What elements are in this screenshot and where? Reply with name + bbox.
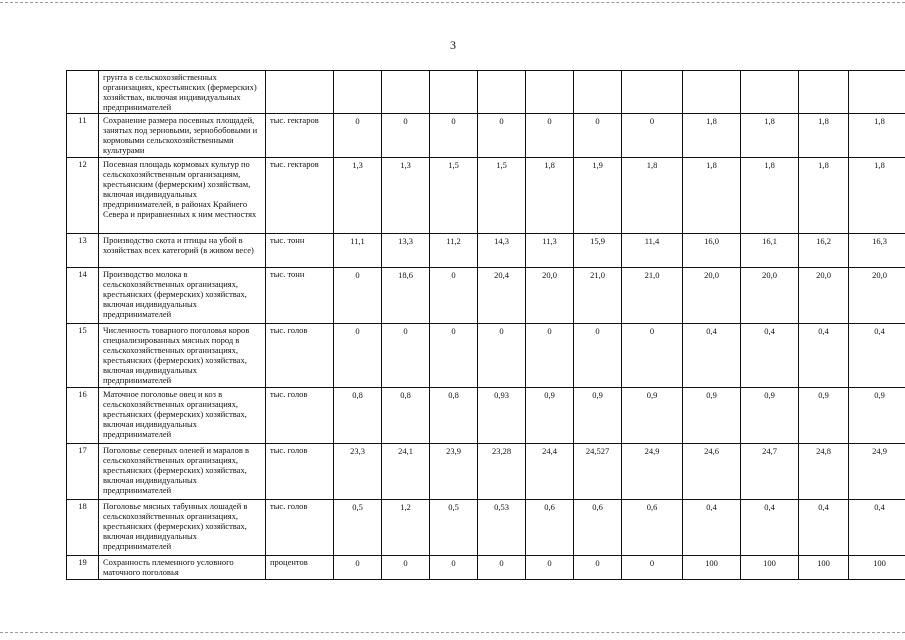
value-cell: 0	[382, 114, 430, 158]
value-cell: 1,8	[799, 114, 849, 158]
value-cell: 0	[430, 114, 478, 158]
value-cell: 16,2	[799, 234, 849, 268]
value-cell	[741, 71, 799, 114]
table-row	[67, 158, 905, 234]
value-cell: 24,9	[849, 444, 905, 500]
value-cell: 0	[622, 324, 683, 388]
scan-edge-bottom	[0, 632, 905, 633]
unit-cell: тыс. тонн	[266, 268, 334, 324]
unit-cell: процентов	[266, 556, 334, 580]
value-cell: 24,527	[574, 444, 622, 500]
value-cell: 24,8	[799, 444, 849, 500]
value-cell: 100	[799, 556, 849, 580]
table-row	[67, 556, 905, 580]
table-row	[67, 388, 905, 444]
value-cell: 14,3	[478, 234, 526, 268]
value-cell: 0	[430, 556, 478, 580]
value-cell	[430, 71, 478, 114]
value-cell: 1,8	[849, 158, 905, 234]
value-cell: 0	[430, 324, 478, 388]
value-cell: 24,6	[683, 444, 741, 500]
value-cell: 0	[334, 324, 382, 388]
value-cell: 100	[849, 556, 905, 580]
value-cell: 20,0	[526, 268, 574, 324]
value-cell: 1,5	[430, 158, 478, 234]
unit-cell: тыс. голов	[266, 444, 334, 500]
value-cell	[478, 71, 526, 114]
value-cell: 18,6	[382, 268, 430, 324]
value-cell: 0	[622, 556, 683, 580]
value-cell: 0	[478, 556, 526, 580]
value-cell	[526, 71, 574, 114]
value-cell: 1,9	[574, 158, 622, 234]
value-cell: 24,4	[526, 444, 574, 500]
unit-cell: тыс. тонн	[266, 234, 334, 268]
value-cell: 11,1	[334, 234, 382, 268]
table-row	[67, 324, 905, 388]
value-cell: 20,0	[683, 268, 741, 324]
value-cell: 0,8	[430, 388, 478, 444]
unit-cell: тыс. гектаров	[266, 114, 334, 158]
value-cell: 20,0	[741, 268, 799, 324]
value-cell: 1,8	[622, 158, 683, 234]
value-cell: 11,4	[622, 234, 683, 268]
value-cell: 0,4	[849, 500, 905, 556]
value-cell: 0,4	[741, 324, 799, 388]
indicator-description-cell: Поголовье мясных табунных лошадей в сельскохозяйственных организациях, крестьянских (фермерских) хозяйствах, включая индивидуальных предпринимателей	[99, 500, 266, 556]
value-cell: 1,2	[382, 500, 430, 556]
value-cell: 23,9	[430, 444, 478, 500]
indicator-description-cell: Сохранность племенного условного маточного поголовья	[99, 556, 266, 580]
indicator-description-cell: Производство скота и птицы на убой в хозяйствах всех категорий (в живом весе)	[99, 234, 266, 268]
indicators-table	[66, 70, 905, 580]
value-cell: 1,8	[849, 114, 905, 158]
row-number-cell: 13	[67, 234, 99, 268]
value-cell: 24,1	[382, 444, 430, 500]
value-cell: 1,3	[334, 158, 382, 234]
value-cell: 0,9	[741, 388, 799, 444]
row-number-cell: 14	[67, 268, 99, 324]
value-cell: 0	[622, 114, 683, 158]
value-cell: 0,9	[683, 388, 741, 444]
value-cell: 13,3	[382, 234, 430, 268]
value-cell	[799, 71, 849, 114]
value-cell: 0	[574, 114, 622, 158]
value-cell: 1,3	[382, 158, 430, 234]
indicator-description-cell: Производство молока в сельскохозяйственных организациях, крестьянских (фермерских) хозяйствах, включая индивидуальных предпринимателей	[99, 268, 266, 324]
value-cell: 0,4	[683, 324, 741, 388]
value-cell: 0,93	[478, 388, 526, 444]
value-cell: 15,9	[574, 234, 622, 268]
row-number-cell: 17	[67, 444, 99, 500]
scan-edge-top	[0, 2, 905, 3]
value-cell: 1,8	[683, 114, 741, 158]
value-cell: 23,3	[334, 444, 382, 500]
value-cell: 16,0	[683, 234, 741, 268]
table-row	[67, 500, 905, 556]
row-number-cell: 16	[67, 388, 99, 444]
value-cell: 1,8	[683, 158, 741, 234]
value-cell: 0,4	[741, 500, 799, 556]
value-cell	[574, 71, 622, 114]
value-cell: 0,9	[799, 388, 849, 444]
indicator-description-cell: Маточное поголовье овец и коз в сельскохозяйственных организациях, крестьянских (фермерских) хозяйствах, включая индивидуальных предпринимателей	[99, 388, 266, 444]
value-cell: 20,0	[849, 268, 905, 324]
value-cell: 0,5	[430, 500, 478, 556]
row-number-cell: 11	[67, 114, 99, 158]
value-cell: 0	[478, 114, 526, 158]
value-cell	[683, 71, 741, 114]
value-cell: 0,4	[683, 500, 741, 556]
value-cell: 16,1	[741, 234, 799, 268]
value-cell: 0,6	[526, 500, 574, 556]
value-cell: 21,0	[622, 268, 683, 324]
table-row	[67, 268, 905, 324]
unit-cell: тыс. гектаров	[266, 158, 334, 234]
value-cell: 0	[574, 556, 622, 580]
value-cell: 0	[334, 556, 382, 580]
value-cell: 0,9	[574, 388, 622, 444]
value-cell: 0,8	[382, 388, 430, 444]
value-cell: 0,4	[849, 324, 905, 388]
value-cell: 1,8	[526, 158, 574, 234]
value-cell: 20,4	[478, 268, 526, 324]
value-cell: 0,53	[478, 500, 526, 556]
row-number-cell	[67, 71, 99, 114]
unit-cell	[266, 71, 334, 114]
row-number-cell: 15	[67, 324, 99, 388]
indicator-description-cell: Численность товарного поголовья коров специализированных мясных пород в сельскохозяйственных организациях, крестьянских (фермерских) хозяйствах, включая индивидуальных предпринимателей	[99, 324, 266, 388]
value-cell	[622, 71, 683, 114]
value-cell: 0	[526, 556, 574, 580]
value-cell: 0,6	[622, 500, 683, 556]
value-cell: 0,9	[622, 388, 683, 444]
unit-cell: тыс. голов	[266, 324, 334, 388]
value-cell: 21,0	[574, 268, 622, 324]
value-cell: 24,7	[741, 444, 799, 500]
value-cell: 1,8	[799, 158, 849, 234]
value-cell: 0,6	[574, 500, 622, 556]
value-cell: 0,9	[849, 388, 905, 444]
value-cell: 1,8	[741, 158, 799, 234]
value-cell: 1,8	[741, 114, 799, 158]
value-cell: 0,9	[526, 388, 574, 444]
value-cell: 0,4	[799, 500, 849, 556]
value-cell: 23,28	[478, 444, 526, 500]
value-cell: 0,8	[334, 388, 382, 444]
value-cell: 0	[526, 114, 574, 158]
page-number: 3	[450, 38, 456, 52]
value-cell: 0	[382, 556, 430, 580]
table-row	[67, 444, 905, 500]
value-cell: 0	[334, 114, 382, 158]
value-cell: 11,3	[526, 234, 574, 268]
row-number-cell: 18	[67, 500, 99, 556]
value-cell: 0	[430, 268, 478, 324]
value-cell: 0	[574, 324, 622, 388]
value-cell: 0	[334, 268, 382, 324]
table-row	[67, 234, 905, 268]
value-cell: 0	[382, 324, 430, 388]
value-cell: 0	[526, 324, 574, 388]
row-number-cell: 19	[67, 556, 99, 580]
unit-cell: тыс. голов	[266, 388, 334, 444]
indicator-description-cell: Поголовье северных оленей и маралов в сельскохозяйственных организациях, крестьянских (фермерских) хозяйствах, включая индивидуальных предпринимателей	[99, 444, 266, 500]
indicator-description-cell: Посевная площадь кормовых культур по сельскохозяйственным организациям, крестьянским (фермерским) хозяйствам, включая индивидуальных предпринимателей, в районах Крайнего Севера и приравненных к ним местностях	[99, 158, 266, 234]
value-cell: 24,9	[622, 444, 683, 500]
table-row	[67, 114, 905, 158]
value-cell: 16,3	[849, 234, 905, 268]
value-cell	[849, 71, 905, 114]
indicator-description-cell: грунта в сельскохозяйственных организациях, крестьянских (фермерских) хозяйствах, включая индивидуальных предпринимателей	[99, 71, 266, 114]
table-row	[67, 71, 905, 114]
value-cell: 0,4	[799, 324, 849, 388]
value-cell: 100	[741, 556, 799, 580]
value-cell: 1,5	[478, 158, 526, 234]
row-number-cell: 12	[67, 158, 99, 234]
value-cell	[382, 71, 430, 114]
value-cell: 20,0	[799, 268, 849, 324]
unit-cell: тыс. голов	[266, 500, 334, 556]
indicator-description-cell: Сохранение размера посевных площадей, занятых под зерновыми, зернобобовыми и кормовыми сельскохозяйственными культурами	[99, 114, 266, 158]
value-cell: 0	[478, 324, 526, 388]
value-cell: 100	[683, 556, 741, 580]
value-cell	[334, 71, 382, 114]
value-cell: 0,5	[334, 500, 382, 556]
value-cell: 11,2	[430, 234, 478, 268]
